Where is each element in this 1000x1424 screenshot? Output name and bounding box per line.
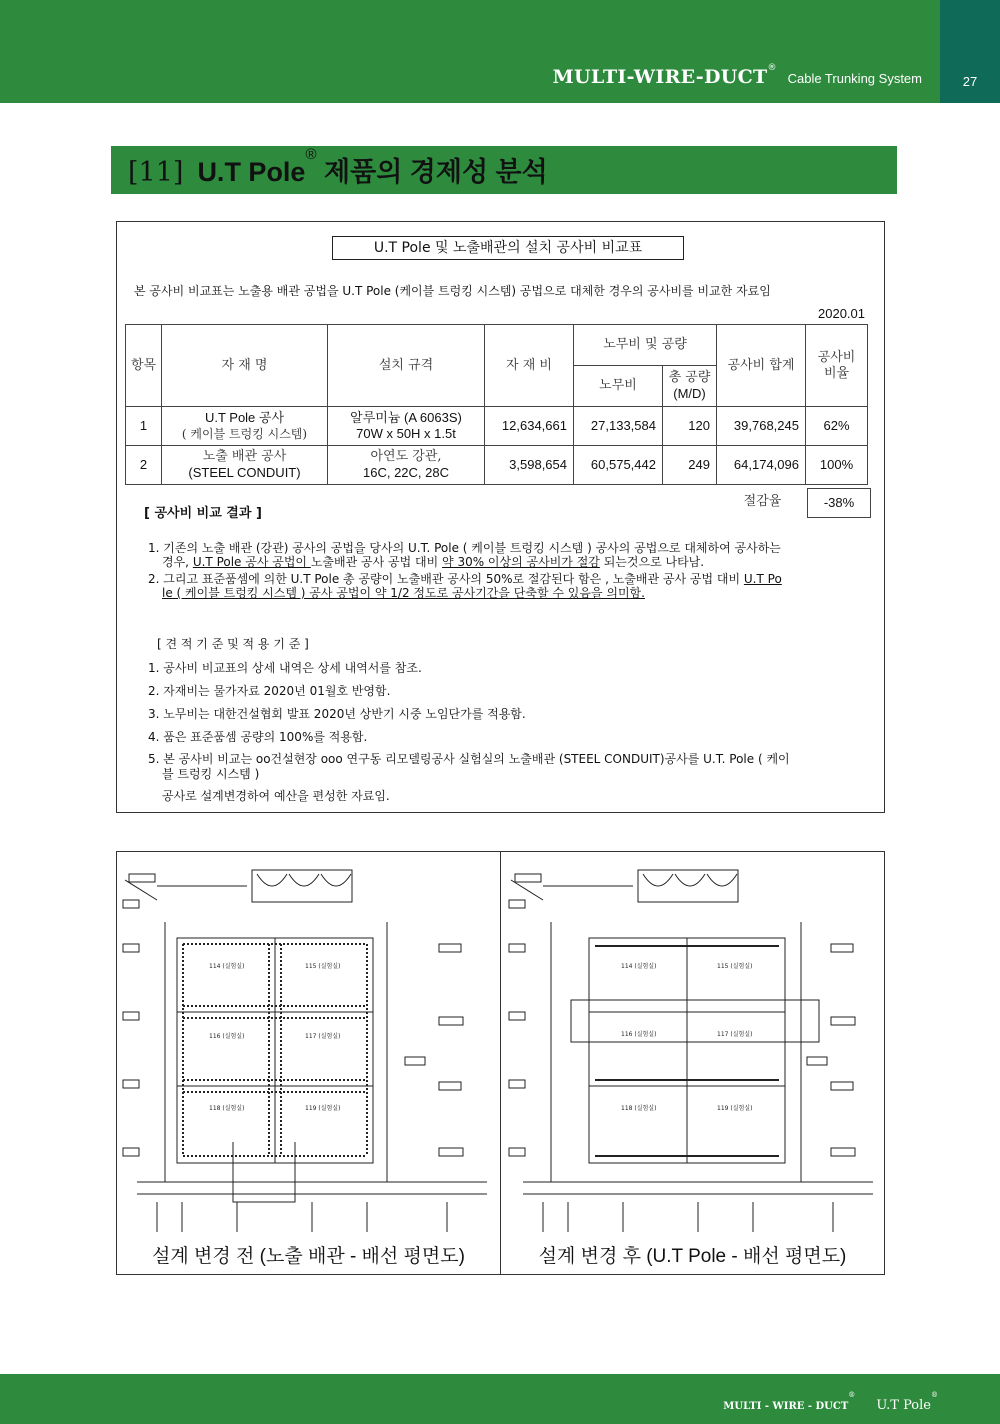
after-plan-caption: 설계 변경 후 (U.T Pole - 배선 평면도)	[538, 1246, 847, 1267]
page-number: 27	[962, 74, 978, 89]
header-labor-cost: 노무비	[574, 366, 663, 407]
result-p1-underline-1: U.T Pole 공사 공법이	[192, 555, 311, 569]
basis-item-3: 3. 노무비는 대한건설협회 발표 2020년 상반기 시중 노임단가를 적용함.	[148, 707, 526, 721]
row-md: 120	[663, 407, 717, 446]
table-row	[126, 407, 868, 446]
saving-value: -38%	[807, 488, 871, 518]
result-p1-underline-2: 약 30% 이상의 공사비가 절감	[442, 555, 600, 569]
result-paragraph-1	[148, 541, 781, 569]
row-spec	[328, 407, 485, 446]
header-brand-mark: ®	[767, 63, 777, 73]
row-total: 39,768,245	[717, 407, 806, 446]
floor-plan-drawings	[116, 851, 885, 1275]
row-spec-line2: 70W x 50H x 1.5t	[356, 426, 456, 441]
row-spec	[328, 446, 485, 485]
header-total-labor-line1: 총 공량	[668, 370, 711, 385]
plan-room-label-115: 115 (실험실)	[305, 963, 341, 970]
plan-room-label-116: 116 (실험실)	[621, 1031, 657, 1038]
plan-room-label-114: 114 (실험실)	[209, 963, 245, 970]
row-name	[162, 446, 328, 485]
after-floor-plan	[501, 852, 884, 1232]
plan-room-label-117: 117 (실험실)	[305, 1033, 341, 1040]
row-item: 1	[126, 407, 162, 446]
header-total: 공사비 합계	[717, 325, 806, 407]
footer-product-mark: ®	[931, 1391, 938, 1399]
result-p2-underline-2: le ( 케이블 트렁킹 시스템 ) 공사 공법이 약 1/2 정도로 공사기간을 단축할 수 있음을 의미함.	[162, 586, 645, 600]
before-plan-caption: 설계 변경 전 (노출 배관 - 배선 평면도)	[152, 1246, 465, 1267]
row-material: 12,634,661	[485, 407, 574, 446]
section-number: [11]	[128, 157, 184, 188]
section-title-prefix: U.T Pole	[197, 157, 306, 187]
result-p1-text-b: 노출배관 공사 공법 대비	[310, 555, 443, 569]
result-p2-text-a: 2. 그리고 표준품셈에 의한 U.T Pole 총 공량이 노출배관 공사의 50%로 절감된다 함은 , 노출배관 공사 공법 대비	[148, 572, 744, 586]
basis-heading: [ 견 적 기 준 및 적 용 기 준 ]	[157, 637, 309, 651]
basis-item-5-line3: 공사로 설계변경하여 예산을 편성한 자료임.	[162, 789, 390, 803]
after-plan-panel	[501, 852, 884, 1274]
row-spec-line1: 알루미늄 (A 6063S)	[350, 410, 462, 425]
result-p2-line1	[148, 572, 782, 586]
result-p1-line1: 1. 기존의 노출 배관 (강관) 공사의 공법을 당사의 U.T. Pole ( 케이블 트렁킹 시스템 ) 공사의 공법으로 대체하여 공사하는	[148, 541, 781, 555]
comparison-intro: 본 공사비 비교표는 노출용 배관 공법을 U.T Pole (케이블 트렁킹 시스템) 공법으로 대체한 경우의 공사비를 비교한 자료임	[134, 284, 771, 298]
plan-room-label-118: 118 (실험실)	[209, 1105, 245, 1112]
header-material-cost: 자 재 비	[485, 325, 574, 407]
header-ratio-line2: 비율	[823, 365, 850, 381]
header-spec: 설치 규격	[328, 325, 485, 407]
cost-table	[125, 324, 868, 485]
row-total: 64,174,096	[717, 446, 806, 485]
header-ratio-line1: 공사비	[817, 349, 856, 365]
comparison-table-title: U.T Pole 및 노출배관의 설치 공사비 비교표	[332, 236, 684, 260]
header-item: 항목	[126, 325, 162, 407]
basis-item-5-line1: 5. 본 공사비 비교는 oo건설현장 ooo 연구동 리모델링공사 실험실의 노출배관 (STEEL CONDUIT)공사를 U.T. Pole ( 케이	[148, 752, 790, 766]
page-header	[0, 0, 1000, 103]
plan-room-label-119: 119 (실험실)	[717, 1105, 753, 1112]
result-p2-line2	[148, 586, 782, 600]
basis-item-4: 4. 품은 표준품셈 공량의 100%를 적용함.	[148, 730, 368, 744]
plan-room-label-119: 119 (실험실)	[305, 1105, 341, 1112]
row-material: 3,598,654	[485, 446, 574, 485]
header-ratio	[806, 325, 868, 407]
header-total-labor-line2: (M/D)	[673, 386, 706, 401]
row-name	[162, 407, 328, 446]
result-p1-text-a: 경우,	[162, 555, 193, 569]
header-brand: MULTI-WIRE-DUCT	[552, 66, 768, 88]
plan-room-label-116: 116 (실험실)	[209, 1033, 245, 1040]
comparison-date: 2020.01	[818, 306, 865, 321]
result-p2-underline-1: U.T Po	[743, 572, 782, 586]
row-spec-line1: 아연도 강관,	[370, 449, 442, 464]
footer-brand-mark: ®	[848, 1391, 856, 1399]
row-name-line2: (STEEL CONDUIT)	[188, 465, 301, 480]
page-footer	[0, 1374, 1000, 1424]
basis-item-5	[148, 752, 790, 804]
basis-item-5-line2: 블 트렁킹 시스템 )	[162, 767, 260, 781]
header-material-name: 자 재 명	[162, 325, 328, 407]
result-p1-line2	[148, 555, 781, 569]
result-paragraph-2	[148, 572, 782, 600]
section-title	[128, 146, 548, 189]
section-title-suffix: 제품의 경제성 분석	[324, 157, 548, 187]
plan-room-label-118: 118 (실험실)	[621, 1105, 657, 1112]
row-spec-line2: 16C, 22C, 28C	[363, 465, 449, 480]
footer-product: U.T Pole	[876, 1398, 931, 1413]
row-name-line1: U.T Pole 공사	[204, 410, 285, 425]
plan-room-label-115: 115 (실험실)	[717, 963, 753, 970]
basis-item-2: 2. 자재비는 물가자료 2020년 01월호 반영함.	[148, 684, 391, 698]
row-md: 249	[663, 446, 717, 485]
result-heading: [ 공사비 비교 결과 ]	[144, 506, 262, 521]
table-row	[126, 446, 868, 485]
row-name-line2: ( 케이블 트렁킹 시스템)	[181, 427, 308, 441]
row-ratio: 100%	[806, 446, 868, 485]
row-item: 2	[126, 446, 162, 485]
before-plan-panel	[117, 852, 501, 1274]
header-brand-line	[552, 63, 922, 88]
header-labor-group: 노무비 및 공량	[574, 325, 717, 366]
footer-brand: MULTI - WIRE - DUCT	[723, 1401, 849, 1412]
row-name-line1: 노출 배관 공사	[202, 449, 287, 464]
footer-brand-line	[723, 1391, 938, 1413]
row-labor: 27,133,584	[574, 407, 663, 446]
section-title-mark: ®	[305, 146, 317, 163]
result-p1-text-c: 되는것으로 나타남.	[599, 555, 705, 569]
before-floor-plan	[117, 852, 500, 1232]
row-ratio: 62%	[806, 407, 868, 446]
plan-room-label-114: 114 (실험실)	[621, 963, 657, 970]
plan-room-label-117: 117 (실험실)	[717, 1031, 753, 1038]
header-subtitle: Cable Trunking System	[787, 71, 922, 86]
header-total-labor	[663, 366, 717, 407]
saving-label: 절감율	[743, 494, 782, 509]
basis-item-1: 1. 공사비 비교표의 상세 내역은 상세 내역서를 참조.	[148, 661, 422, 675]
row-labor: 60,575,442	[574, 446, 663, 485]
